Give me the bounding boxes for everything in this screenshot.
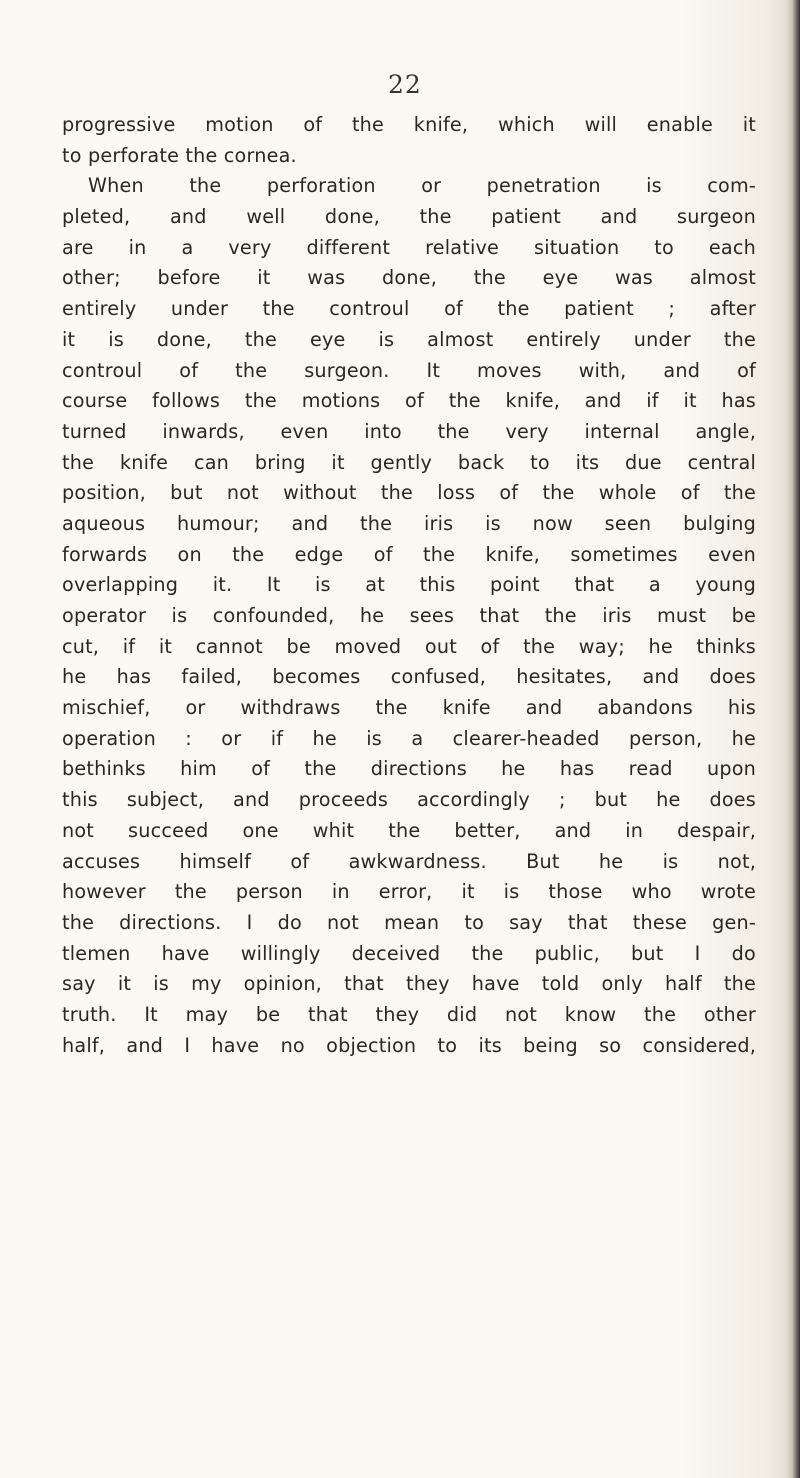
text-line: the knife can bring it gently back to its due central xyxy=(62,450,756,474)
text-line: cut, if it cannot be moved out of the way; he thinks xyxy=(62,634,756,658)
text-line: other; before it was done, the eye was almost xyxy=(62,266,756,290)
text-line: to perforate the cornea. xyxy=(62,143,297,167)
text-line: progressive motion of the knife, which will enable it xyxy=(62,113,756,136)
text-line: overlapping it. It is at this point that a young xyxy=(62,573,756,597)
text-line: this subject, and proceeds accordingly ; but he does xyxy=(62,788,756,812)
text-line: half, and I have no objection to its being so considered, xyxy=(62,1033,756,1057)
text-line: aqueous humour; and the iris is now seen bulging xyxy=(62,511,756,535)
text-line: course follows the motions of the knife, and if it has xyxy=(62,389,756,413)
page-number: 22 xyxy=(388,70,422,99)
text-line: accuses himself of awkwardness. But he is not, xyxy=(62,849,756,873)
text-line: pleted, and well done, the patient and surgeon xyxy=(62,205,756,229)
text-line: entirely under the controul of the patient ; after xyxy=(62,297,756,321)
text-line: the directions. I do not mean to say that these gen- xyxy=(62,910,756,934)
text-line: not succeed one whit the better, and in despair, xyxy=(62,818,756,842)
text-line: controul of the surgeon. It moves with, and of xyxy=(62,358,756,382)
text-line: turned inwards, even into the very internal angle, xyxy=(62,419,756,443)
text-line: tlemen have willingly deceived the public, but I do xyxy=(62,941,756,965)
text-line: When the perforation or penetration is com- xyxy=(88,174,756,198)
text-line: are in a very different relative situation to each xyxy=(62,235,756,259)
text-line: truth. It may be that they did not know the other xyxy=(62,1002,756,1026)
body-text xyxy=(62,110,756,1061)
text-line: mischief, or withdraws the knife and abandons his xyxy=(62,696,756,720)
page-edge-shadow xyxy=(786,0,800,1478)
text-line: it is done, the eye is almost entirely under the xyxy=(62,327,756,351)
text-line: however the person in error, it is those who wrote xyxy=(62,880,756,904)
text-line: forwards on the edge of the knife, sometimes even xyxy=(62,542,756,566)
text-line: bethinks him of the directions he has read upon xyxy=(62,757,756,781)
text-line: say it is my opinion, that they have told only half the xyxy=(62,972,756,996)
text-line: he has failed, becomes confused, hesitates, and does xyxy=(62,665,756,689)
text-line: operator is confounded, he sees that the iris must be xyxy=(62,604,756,627)
text-line: position, but not without the loss of the whole of the xyxy=(62,481,756,505)
text-line: operation : or if he is a clearer-headed person, he xyxy=(62,726,756,750)
